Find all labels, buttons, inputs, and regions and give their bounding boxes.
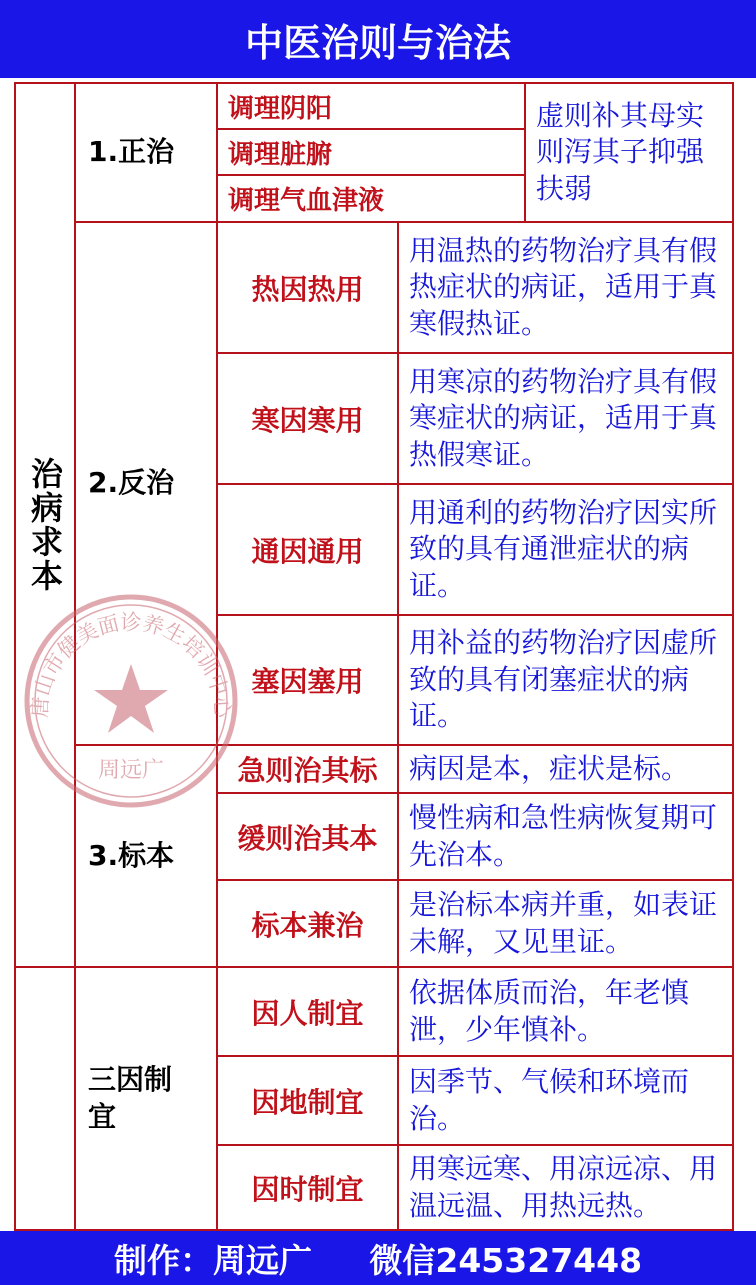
page-title: 中医治则与治法: [0, 0, 756, 78]
zhibingqiuben-label: 治病求本: [26, 457, 64, 593]
sanyin-label: 三因制宜: [74, 966, 218, 1231]
fanzhi-name-2: 通因通用: [216, 483, 399, 616]
author-footer: 制作：周远广 微信245327448: [0, 1231, 756, 1285]
fanzhi-desc-1: 用寒凉的药物治疗具有假寒症状的病证，适用于真热假寒证。: [397, 352, 734, 485]
zhengzhi-item-zangfu: 调理脏腑: [216, 128, 526, 176]
sanyin-left-cell: [14, 966, 76, 1231]
biaoben-name-0: 急则治其标: [216, 744, 399, 794]
zhibingqiuben-cell: [14, 82, 76, 968]
biaoben-desc-2: 是治标本病并重，如表证未解，又见里证。: [397, 879, 734, 968]
fanzhi-desc-3: 用补益的药物治疗因虚所致的具有闭塞症状的病证。: [397, 614, 734, 746]
biaoben-label: 3.标本: [74, 744, 218, 968]
sanyin-name-2: 因时制宜: [216, 1144, 399, 1231]
fanzhi-label: 2.反治: [74, 221, 218, 746]
seal-ring-text: 唐山市健美面诊养生培训中心: [27, 610, 235, 719]
biaoben-name-2: 标本兼治: [216, 879, 399, 968]
sanyin-name-0: 因人制宜: [216, 966, 399, 1057]
seal-name: 周远广: [97, 758, 165, 783]
zhengzhi-item-yinyang: 调理阴阳: [216, 82, 526, 130]
fanzhi-name-1: 寒因寒用: [216, 352, 399, 485]
fanzhi-name-0: 热因热用: [216, 221, 399, 354]
sanyin-name-1: 因地制宜: [216, 1055, 399, 1146]
zhengzhi-label: 1.正治: [74, 82, 218, 223]
zhengzhi-item-qixue: 调理气血津液: [216, 174, 526, 223]
sanyin-desc-2: 用寒远寒、用凉远凉、用温远温、用热远热。: [397, 1144, 734, 1231]
zhengzhi-note: 虚则补其母实则泻其子抑强扶弱: [524, 82, 734, 223]
biaoben-name-1: 缓则治其本: [216, 792, 399, 881]
fanzhi-name-3: 塞因塞用: [216, 614, 399, 746]
fanzhi-desc-0: 用温热的药物治疗具有假热症状的病证，适用于真寒假热证。: [397, 221, 734, 354]
biaoben-desc-1: 慢性病和急性病恢复期可先治本。: [397, 792, 734, 881]
biaoben-desc-0: 病因是本，症状是标。: [397, 744, 734, 794]
sanyin-desc-0: 依据体质而治，年老慎泄，少年慎补。: [397, 966, 734, 1057]
fanzhi-desc-2: 用通利的药物治疗因实所致的具有通泄症状的病证。: [397, 483, 734, 616]
sanyin-desc-1: 因季节、气候和环境而治。: [397, 1055, 734, 1146]
